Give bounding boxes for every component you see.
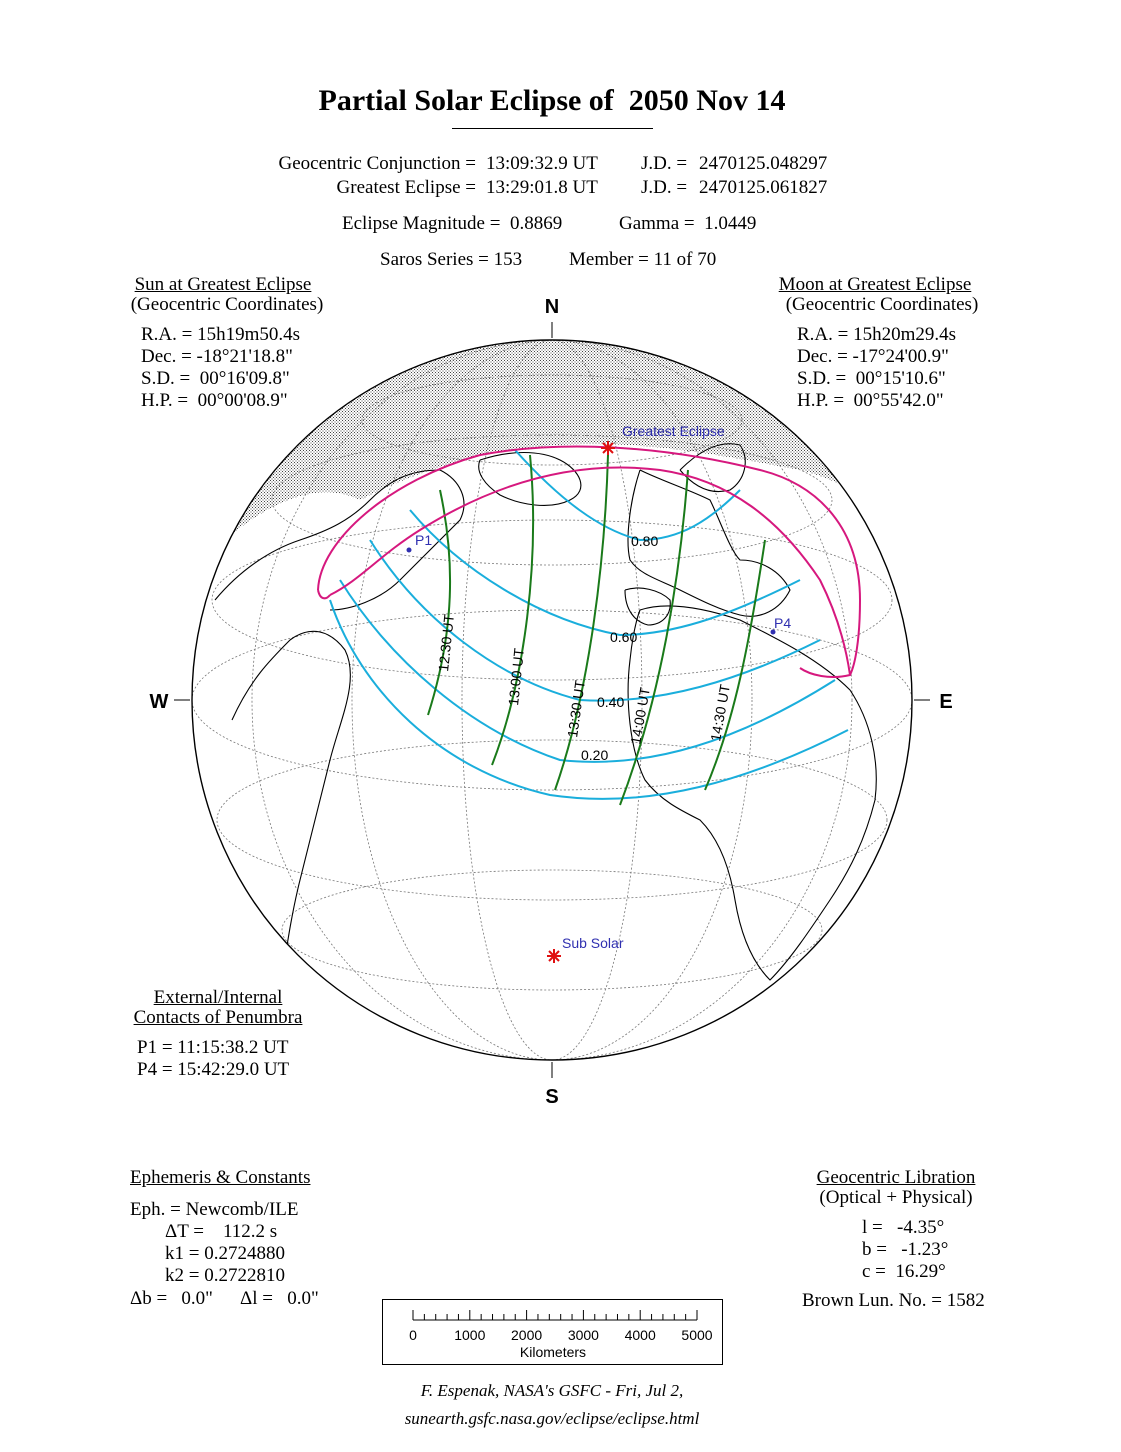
sun-subheading: (Geocentric Coordinates) (130, 294, 324, 315)
sun-dec: Dec. = -18°21'18.8" (141, 346, 293, 367)
magnitude-label-080: 0.80 (631, 533, 659, 549)
ephemeris-k1: k1 = 0.2724880 (165, 1243, 285, 1264)
time-label-1430: 14:30 UT (707, 683, 733, 743)
distance-scale (382, 1299, 723, 1365)
moon-dec: Dec. = -17°24'00.9" (797, 346, 949, 367)
magnitude-contour (340, 580, 835, 762)
conjunction-jd-label: J.D. = (641, 153, 688, 174)
time-label-1300: 13:00 UT (505, 647, 528, 707)
libration-l: l = -4.35° (862, 1217, 945, 1238)
sub-solar-marker (547, 949, 561, 963)
scale-tick-label: 2000 (511, 1327, 543, 1343)
moon-ra: R.A. = 15h20m29.4s (797, 324, 957, 345)
coastline-south-america (232, 631, 350, 990)
contacts-heading-1: External/Internal (153, 987, 283, 1008)
saros-series: Saros Series = 153 (380, 249, 523, 270)
penumbra-closure (318, 590, 330, 598)
scale-tick-label: 3000 (567, 1327, 599, 1343)
greatest-jd-label: J.D. = (641, 177, 688, 198)
conjunction-jd: 2470125.048297 (699, 153, 828, 174)
time-label-1330: 13:30 UT (564, 679, 588, 739)
south-label: S (545, 1086, 559, 1108)
credit-line: F. Espenak, NASA's GSFC - Fri, Jul 2, (420, 1381, 684, 1400)
night-shading (150, 300, 920, 620)
sun-sd: S.D. = 00°16'09.8" (141, 368, 290, 389)
scale-tick-label: 4000 (624, 1327, 656, 1343)
sun-ra: R.A. = 15h19m50.4s (141, 324, 301, 345)
scale-tick-label: 1000 (454, 1327, 486, 1343)
magnitude-contour (515, 450, 740, 540)
graticule-line (212, 520, 892, 680)
time-line (705, 540, 765, 790)
time-line (555, 455, 608, 790)
scale-tick-label: 0 (409, 1327, 417, 1343)
conjunction-label: Geocentric Conjunction = (278, 153, 476, 174)
time-label-1230: 12:30 UT (435, 613, 458, 673)
p1-point (407, 548, 412, 553)
page-title: Partial Solar Eclipse of 2050 Nov 14 (318, 84, 786, 117)
conjunction-time: 13:09:32.9 UT (486, 153, 598, 174)
sun-heading: Sun at Greatest Eclipse (134, 274, 312, 295)
moon-sd: S.D. = 00°15'10.6" (797, 368, 946, 389)
ephemeris-eph: Eph. = Newcomb/ILE (130, 1199, 299, 1220)
source-url: sunearth.gsfc.nasa.gov/eclipse/eclipse.html (404, 1409, 700, 1428)
p1-label: P1 (415, 532, 433, 548)
time-label-1400: 14:00 UT (627, 686, 653, 746)
libration-heading: Geocentric Libration (816, 1167, 976, 1188)
brown-lunation: Brown Lun. No. = 1582 (802, 1290, 985, 1311)
north-label: N (544, 296, 560, 318)
contacts-heading-2: Contacts of Penumbra (133, 1007, 303, 1028)
contact-p4: P4 = 15:42:29.0 UT (137, 1059, 290, 1080)
moon-subheading: (Geocentric Coordinates) (785, 294, 979, 315)
ephemeris-delta-l: Δl = 0.0" (240, 1288, 319, 1309)
libration-c: c = 16.29° (862, 1261, 946, 1282)
east-label: E (939, 691, 953, 713)
p4-label: P4 (774, 615, 792, 631)
moon-hp: H.P. = 00°55'42.0" (797, 390, 944, 411)
graticule-line (217, 740, 887, 900)
magnitude-label-060: 0.60 (610, 629, 638, 645)
greatest-eclipse-marker (601, 441, 615, 455)
graticule-line (192, 610, 912, 790)
greatest-eclipse-label: Greatest Eclipse (622, 423, 725, 439)
eclipse-magnitude: Eclipse Magnitude = 0.8869 (342, 213, 563, 234)
magnitude-label-040: 0.40 (597, 694, 625, 710)
ephemeris-k2: k2 = 0.2722810 (165, 1265, 285, 1286)
libration-subheading: (Optical + Physical) (819, 1187, 973, 1208)
libration-b: b = -1.23° (862, 1239, 949, 1260)
contact-p1: P1 = 11:15:38.2 UT (137, 1037, 289, 1058)
west-label: W (149, 691, 169, 713)
ephemeris-heading: Ephemeris & Constants (130, 1167, 311, 1188)
greatest-label: Greatest Eclipse = (336, 177, 476, 198)
gamma-value: Gamma = 1.0449 (619, 213, 757, 234)
greatest-time: 13:29:01.8 UT (486, 177, 598, 198)
sub-solar-label: Sub Solar (562, 935, 624, 951)
scale-tick-label: 5000 (681, 1327, 713, 1343)
magnitude-label-020: 0.20 (581, 747, 609, 763)
greatest-jd: 2470125.061827 (699, 177, 828, 198)
sun-hp: H.P. = 00°00'08.9" (141, 390, 288, 411)
graticule-line (282, 870, 822, 990)
scale-unit: Kilometers (519, 1344, 587, 1360)
ephemeris-delta-t: ΔT = 112.2 s (165, 1221, 278, 1242)
ephemeris-delta-b: Δb = 0.0" (130, 1288, 213, 1309)
saros-member: Member = 11 of 70 (569, 249, 717, 270)
moon-heading: Moon at Greatest Eclipse (778, 274, 972, 295)
